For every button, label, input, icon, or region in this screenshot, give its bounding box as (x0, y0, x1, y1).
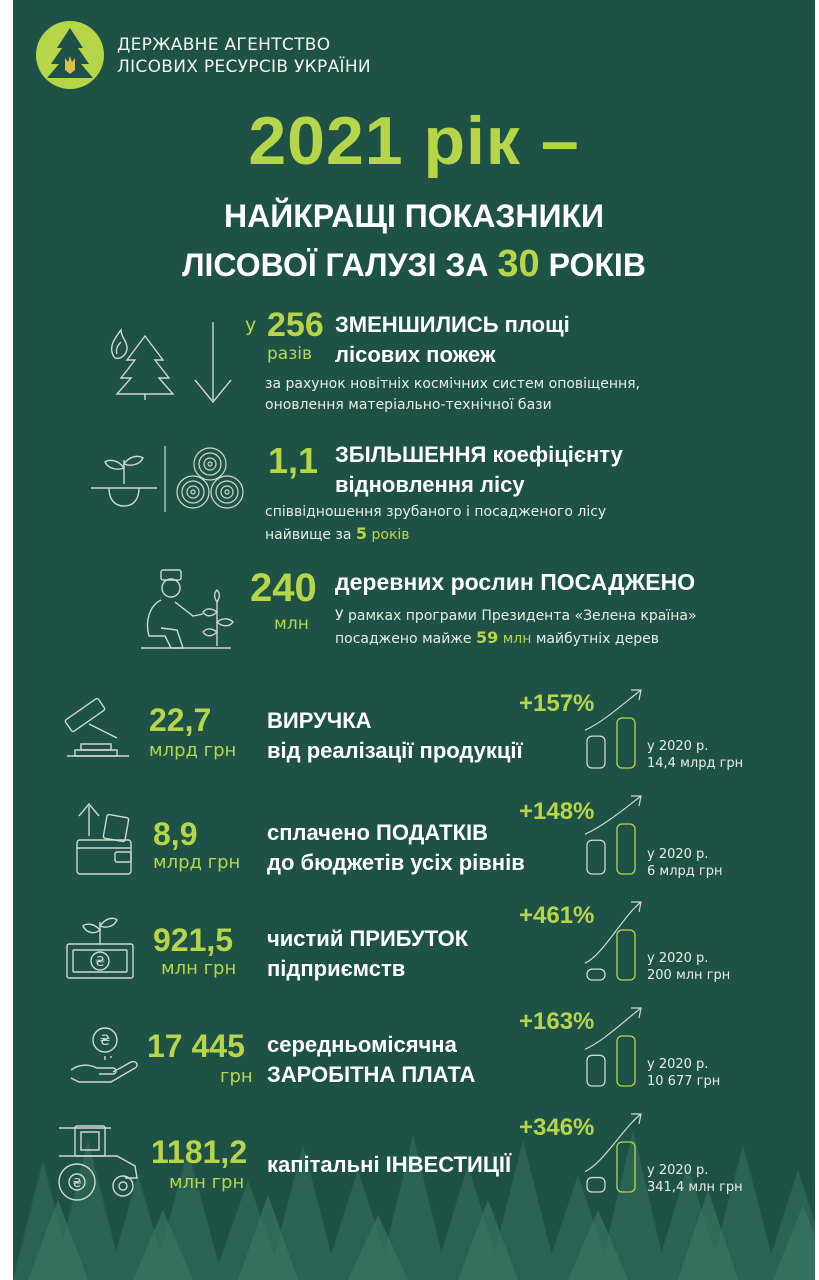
revenue-bar-2021 (617, 718, 635, 768)
taxes-label-line2: до бюджетів усіх рівнів (267, 850, 525, 875)
salary-bar-2020 (587, 1055, 605, 1086)
planted-desc-line1: У рамках програми Президента «Зелена країна» (335, 608, 697, 624)
profit-prev-year (647, 950, 730, 984)
planted-value: 240 (250, 566, 317, 610)
investments-growth-percent: +346% (519, 1114, 595, 1141)
taxes-growth-chart (583, 802, 653, 882)
org-name-line2: ЛІСОВИХ РЕСУРСІВ УКРАЇНИ (117, 57, 371, 77)
investments-label-line1: капітальні ІНВЕСТИЦІЇ (267, 1152, 512, 1177)
revenue-label-line1: ВИРУЧКА (267, 708, 372, 733)
planted-unit: млн (274, 614, 309, 634)
salary-prev-value: 10 677 грн (647, 1074, 721, 1089)
taxes-label (267, 818, 525, 878)
subtitle (13, 192, 815, 289)
salary-label (267, 1030, 475, 1090)
finance-row-revenue (13, 690, 815, 790)
logs-icon (175, 446, 245, 510)
reforestation-title-bold: ЗБІЛЬШЕННЯ (335, 442, 487, 467)
reforestation-value: 1,1 (268, 440, 319, 481)
revenue-bar-2020 (587, 736, 605, 768)
revenue-growth-chart (583, 696, 653, 776)
profit-growth-percent: +461% (519, 902, 595, 929)
salary-prev-label: у 2020 р. (647, 1057, 709, 1072)
svg-text:₴: ₴ (99, 1033, 111, 1049)
taxes-unit: млрд грн (153, 852, 241, 873)
planted-headline (335, 567, 695, 597)
investments-prev-value: 341,4 млн грн (647, 1180, 743, 1195)
reforestation-description (265, 502, 606, 546)
finance-row-taxes (13, 796, 815, 896)
salary-growth-chart (583, 1014, 653, 1094)
reforestation-title-rest: коефіцієнту (486, 442, 623, 467)
revenue-unit: млрд грн (149, 740, 237, 761)
revenue-prev-year (647, 738, 743, 772)
planted-desc-post: майбутніх дерев (531, 631, 659, 647)
planted-title-rest: деревних рослин (335, 569, 541, 595)
reforestation-headline (335, 440, 623, 500)
fires-headline (335, 310, 570, 370)
planted-desc-num: 59 (475, 628, 499, 647)
fires-description (265, 374, 640, 416)
taxes-growth-arrow (585, 796, 641, 834)
salary-label-line2: ЗАРОБІТНА ПЛАТА (267, 1062, 476, 1087)
revenue-growth-percent: +157% (519, 690, 595, 717)
down-arrow-icon (193, 322, 233, 404)
planted-desc-unit: млн (498, 631, 532, 647)
investments-value: 1181,2 (151, 1134, 248, 1170)
profit-bar-2020 (587, 969, 605, 980)
profit-label (267, 924, 468, 984)
reforestation-desc-line2 (265, 523, 606, 546)
profit-unit: млн грн (161, 958, 237, 979)
revenue-growth-arrow (585, 690, 641, 730)
taxes-growth-percent: +148% (519, 798, 595, 825)
finance-row-investments (13, 1114, 815, 1214)
sprout-pot-icon (91, 448, 157, 510)
salary-growth-percent: +163% (519, 1008, 595, 1035)
profit-bar-2021 (617, 930, 635, 980)
revenue-label (267, 706, 523, 766)
subtitle-line2-pre: ЛІСОВОЇ ГАЛУЗІ ЗА (182, 247, 498, 283)
salary-prev-year (647, 1056, 720, 1090)
fires-desc-line2: оновлення матеріально-технічної бази (265, 397, 552, 413)
profit-label-line2: підприємств (267, 956, 406, 981)
revenue-prev-label: у 2020 р. (647, 739, 709, 754)
investments-bar-2020 (587, 1178, 605, 1192)
subtitle-line2 (13, 240, 815, 289)
taxes-value: 8,9 (153, 816, 198, 852)
taxes-label-line1: сплачено ПОДАТКІВ (267, 820, 488, 845)
profit-value: 921,5 (153, 922, 234, 958)
main-title: 2021 рік – (248, 103, 580, 179)
profit-label-line1: чистий ПРИБУТОК (267, 926, 469, 951)
taxes-bar-2021 (617, 824, 635, 874)
fires-title-rest: площі (498, 312, 570, 337)
divider-line (163, 446, 167, 512)
taxes-prev-value: 6 млрд грн (647, 864, 723, 879)
subtitle-line1: НАЙКРАЩІ ПОКАЗНИКИ (224, 198, 604, 234)
fires-stat (245, 306, 335, 366)
fires-unit: разів (267, 344, 312, 364)
investments-unit: млн грн (169, 1172, 245, 1193)
reforestation-desc-post: років (367, 527, 410, 543)
finance-row-salary (13, 1008, 815, 1108)
taxes-prev-label: у 2020 р. (647, 847, 709, 862)
organization-name (117, 34, 371, 78)
fires-value: 256 (267, 306, 324, 344)
reforestation-desc-line1: співвідношення зрубаного і посадженого лісу (265, 504, 607, 520)
fires-title-line2: лісових пожеж (335, 342, 496, 367)
investments-bar-2021 (617, 1142, 635, 1192)
profit-growth-chart (583, 908, 653, 988)
reforestation-title-line2: відновлення лісу (335, 472, 525, 497)
fires-desc-line1: за рахунок новітніх космічних систем оповіщення, (265, 376, 641, 392)
org-name-line1: ДЕРЖАВНЕ АГЕНТСТВО (117, 35, 331, 55)
investments-growth-chart (583, 1120, 653, 1200)
planted-title-bold: ПОСАДЖЕНО (540, 569, 696, 595)
planting-person-icon (131, 566, 249, 652)
subtitle-line2-post: РОКІВ (539, 247, 646, 283)
reforestation-desc-pre: найвище за (265, 527, 356, 543)
agency-logo (35, 20, 105, 90)
fires-prefix: у (245, 314, 257, 336)
revenue-value: 22,7 (149, 702, 212, 738)
salary-unit: грн (220, 1066, 253, 1087)
profit-growth-arrow (585, 902, 641, 963)
revenue-prev-value: 14,4 млрд грн (647, 756, 744, 771)
infographic-page (13, 0, 815, 1280)
planted-description (335, 606, 767, 650)
fires-title-bold: ЗМЕНШИЛИСЬ (335, 312, 499, 337)
investments-prev-year (647, 1162, 743, 1196)
salary-value: 17 445 (147, 1028, 245, 1064)
burning-tree-icon (105, 318, 185, 400)
salary-growth-arrow (585, 1008, 641, 1049)
salary-bar-2021 (617, 1036, 635, 1086)
investments-prev-label: у 2020 р. (647, 1163, 709, 1178)
taxes-prev-year (647, 846, 722, 880)
reforestation-desc-years: 5 (355, 524, 368, 543)
taxes-bar-2020 (587, 840, 605, 874)
finance-row-profit (13, 902, 815, 1002)
planted-desc-line2 (335, 627, 767, 650)
planted-desc-pre: посаджено майже (335, 631, 476, 647)
profit-prev-label: у 2020 р. (647, 951, 709, 966)
subtitle-years-number: 30 (497, 243, 540, 285)
profit-prev-value: 200 млн грн (647, 968, 731, 983)
salary-label-line1: середньомісячна (267, 1032, 457, 1057)
investments-label (267, 1150, 511, 1180)
revenue-label-line2: від реалізації продукції (267, 738, 523, 763)
svg-text:₴: ₴ (72, 1176, 82, 1190)
svg-text:₴: ₴ (94, 955, 106, 970)
